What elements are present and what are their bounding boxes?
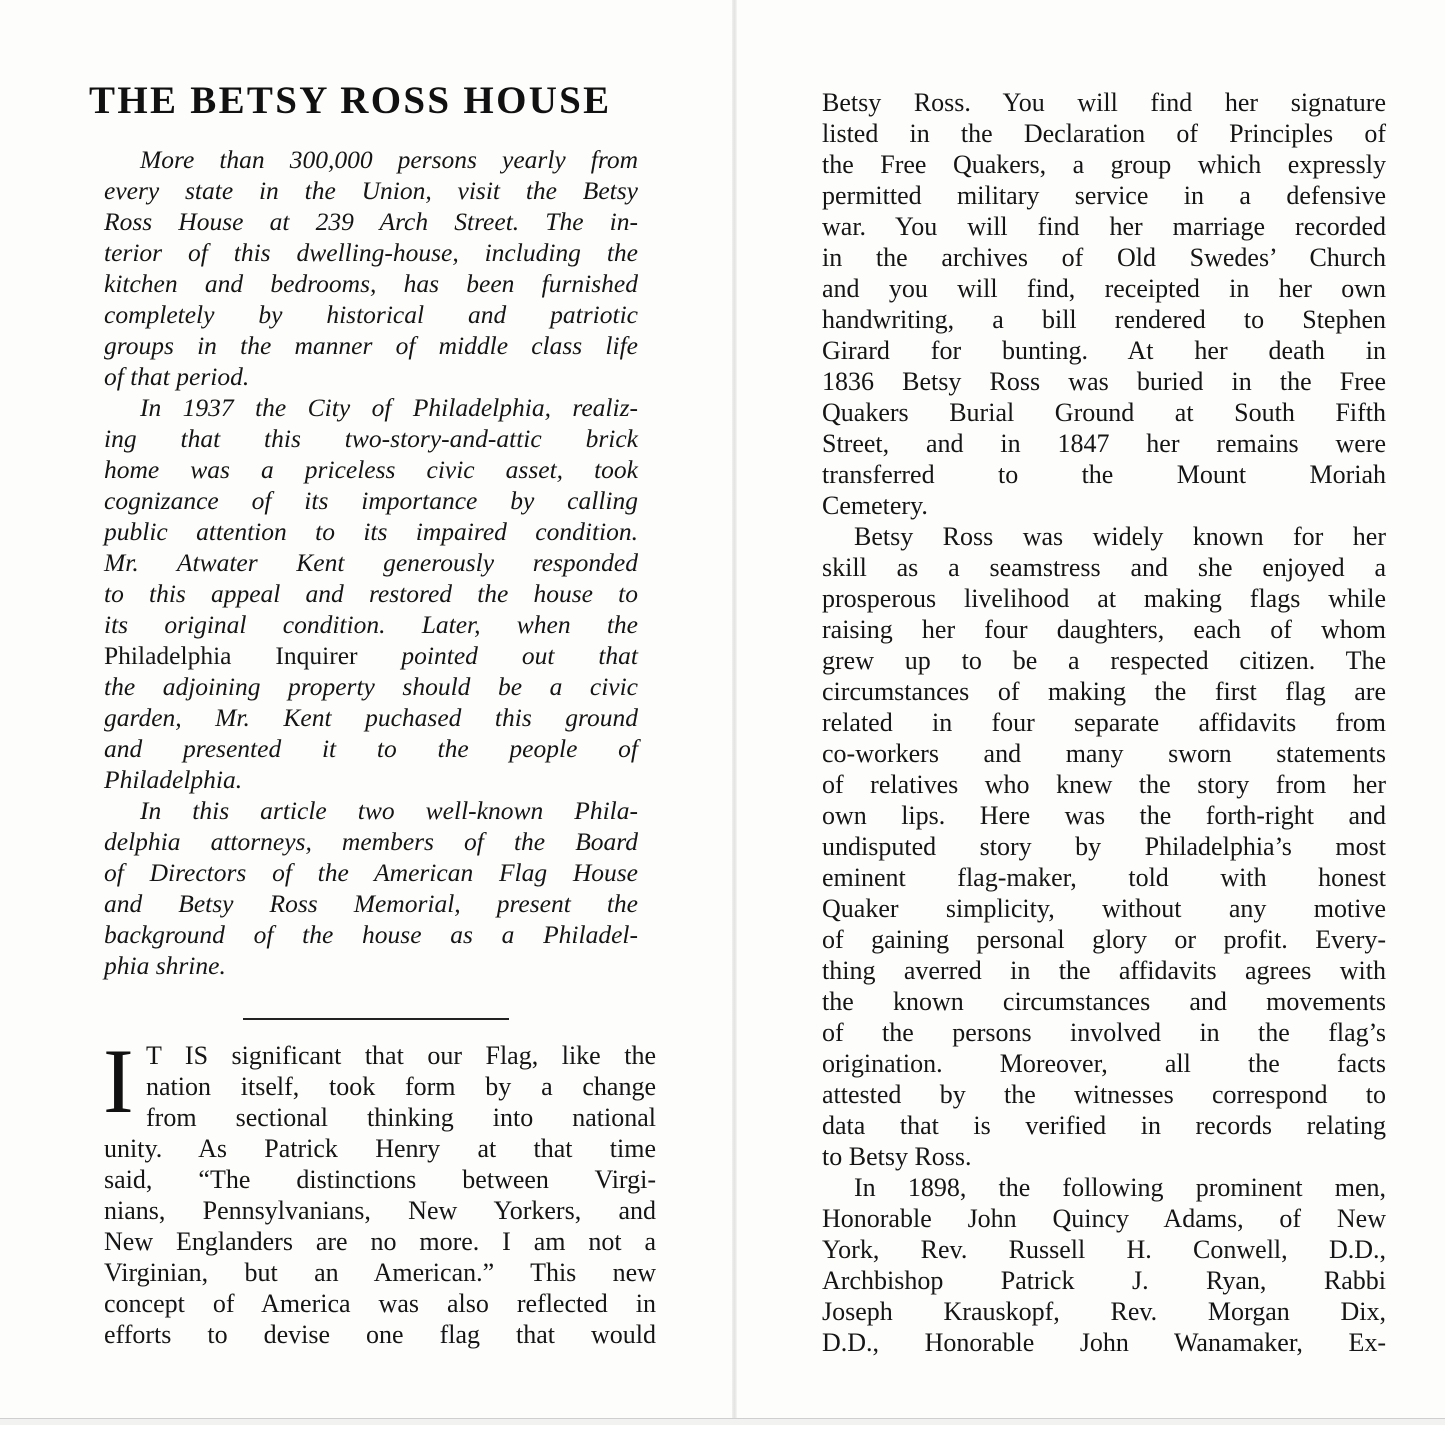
body-line: co-workers and many sworn statements (822, 739, 1386, 768)
newspaper-name: Philadelphia Inquirer (104, 641, 358, 670)
body-line: efforts to devise one flag that would (104, 1320, 656, 1349)
intro-line: Mr. Atwater Kent generously responded (104, 548, 638, 577)
body-line: Quaker simplicity, without any motive (822, 894, 1386, 923)
intro-line: In 1937 the City of Philadelphia, realiz- (140, 393, 638, 422)
intro-line: delphia attorneys, members of the Board (104, 827, 638, 856)
body-line: grew up to be a respected citizen. The (822, 646, 1386, 675)
body-line: Betsy Ross. You will find her signature (822, 88, 1386, 117)
body-line: listed in the Declaration of Principles of (822, 119, 1386, 148)
body-line: thing averred in the affidavits agrees with (822, 956, 1386, 985)
intro-line: and Betsy Ross Memorial, present the (104, 889, 638, 918)
body-line: nians, Pennsylvanians, New Yorkers, and (104, 1196, 656, 1225)
intro-line: cognizance of its importance by calling (104, 486, 638, 515)
section-divider (243, 1018, 509, 1020)
body-line: eminent flag-maker, told with honest (822, 863, 1386, 892)
body-line: related in four separate affidavits from (822, 708, 1386, 737)
intro-line: every state in the Union, visit the Betsy (104, 176, 638, 205)
body-line: New Englanders are no more. I am not a (104, 1227, 656, 1256)
body-line: handwriting, a bill rendered to Stephen (822, 305, 1386, 334)
body-line: Archbishop Patrick J. Ryan, Rabbi (822, 1266, 1386, 1295)
intro-line: home was a priceless civic asset, took (104, 455, 638, 484)
body-line: In 1898, the following prominent men, (854, 1173, 1386, 1202)
intro-line (104, 640, 638, 671)
body-line: of relatives who knew the story from her (822, 770, 1386, 799)
body-line: Cemetery. (822, 491, 928, 520)
intro-line: phia shrine. (104, 951, 226, 980)
intro-line: kitchen and bedrooms, has been furnished (104, 269, 638, 298)
body-line: Girard for bunting. At her death in (822, 336, 1386, 365)
body-line: undisputed story by Philadelphia’s most (822, 832, 1386, 861)
body-line: York, Rev. Russell H. Conwell, D.D., (822, 1235, 1386, 1264)
intro-line: completely by historical and patriotic (104, 300, 638, 329)
drop-cap-lines (146, 1040, 656, 1133)
body-line: skill as a seamstress and she enjoyed a (822, 553, 1386, 582)
body-line: unity. As Patrick Henry at that time (104, 1134, 656, 1163)
intro-line: to this appeal and restored the house to (104, 579, 638, 608)
intro-line: terior of this dwelling-house, including the (104, 238, 638, 267)
body-line: circumstances of making the first flag are (822, 677, 1386, 706)
intro-line: background of the house as a Philadel- (104, 920, 638, 949)
intro-line: public attention to its impaired condition. (104, 517, 638, 546)
intro-line: garden, Mr. Kent puchased this ground (104, 703, 638, 732)
body-line: the Free Quakers, a group which expressly (822, 150, 1386, 179)
body-line: nation itself, took form by a change (146, 1072, 656, 1101)
body-line: attested by the witnesses correspond to (822, 1080, 1386, 1109)
body-line: to Betsy Ross. (822, 1142, 972, 1171)
body-line: prosperous livelihood at making flags while (822, 584, 1386, 613)
body-line: Virginian, but an American.” This new (104, 1258, 656, 1287)
body-line: the known circumstances and movements (822, 987, 1386, 1016)
intro-line: the adjoining property should be a civic (104, 672, 638, 701)
book-spine (732, 0, 737, 1420)
body-line: permitted military service in a defensive (822, 181, 1386, 210)
page-title: THE BETSY ROSS HOUSE (89, 79, 612, 122)
text-fragment: pointed out that (357, 641, 638, 670)
body-line: transferred to the Mount Moriah (822, 460, 1386, 489)
body-text-right (822, 87, 1386, 1358)
intro-line: Philadelphia. (104, 765, 243, 794)
drop-cap: I (103, 1030, 134, 1132)
body-line: Betsy Ross was widely known for her (854, 522, 1386, 551)
body-line: concept of America was also reflected in (104, 1289, 656, 1318)
body-line: 1836 Betsy Ross was buried in the Free (822, 367, 1386, 396)
body-line: and you will find, receipted in her own (822, 274, 1386, 303)
body-line: of the persons involved in the flag’s (822, 1018, 1386, 1047)
intro-italic-block (104, 144, 638, 981)
body-line: Street, and in 1847 her remains were (822, 429, 1386, 458)
page-bottom-edge (0, 1418, 1445, 1425)
body-line: own lips. Here was the forth-right and (822, 801, 1386, 830)
intro-line: its original condition. Later, when the (104, 610, 638, 639)
body-line: of gaining personal glory or profit. Every- (822, 925, 1386, 954)
body-line: Honorable John Quincy Adams, of New (822, 1204, 1386, 1233)
body-line: in the archives of Old Swedes’ Church (822, 243, 1386, 272)
body-line: data that is verified in records relating (822, 1111, 1386, 1140)
intro-line: of that period. (104, 362, 250, 391)
intro-line: In this article two well-known Phila- (140, 796, 638, 825)
intro-line: groups in the manner of middle class life (104, 331, 638, 360)
body-line: origination. Moreover, all the facts (822, 1049, 1386, 1078)
intro-line: Ross House at 239 Arch Street. The in- (104, 207, 638, 236)
body-line: Quakers Burial Ground at South Fifth (822, 398, 1386, 427)
body-line: from sectional thinking into national (146, 1103, 656, 1132)
body-line: said, “The distinctions between Virgi- (104, 1165, 656, 1194)
body-line: war. You will find her marriage recorded (822, 212, 1386, 241)
intro-line: More than 300,000 persons yearly from (140, 145, 638, 174)
intro-line: of Directors of the American Flag House (104, 858, 638, 887)
intro-line: ing that this two-story-and-attic brick (104, 424, 638, 453)
body-line: Joseph Krauskopf, Rev. Morgan Dix, (822, 1297, 1386, 1326)
body-text-left (104, 1133, 656, 1350)
intro-line: and presented it to the people of (104, 734, 638, 763)
body-line: T IS significant that our Flag, like the (146, 1041, 656, 1070)
body-line: D.D., Honorable John Wanamaker, Ex- (822, 1328, 1386, 1357)
body-line: raising her four daughters, each of whom (822, 615, 1386, 644)
